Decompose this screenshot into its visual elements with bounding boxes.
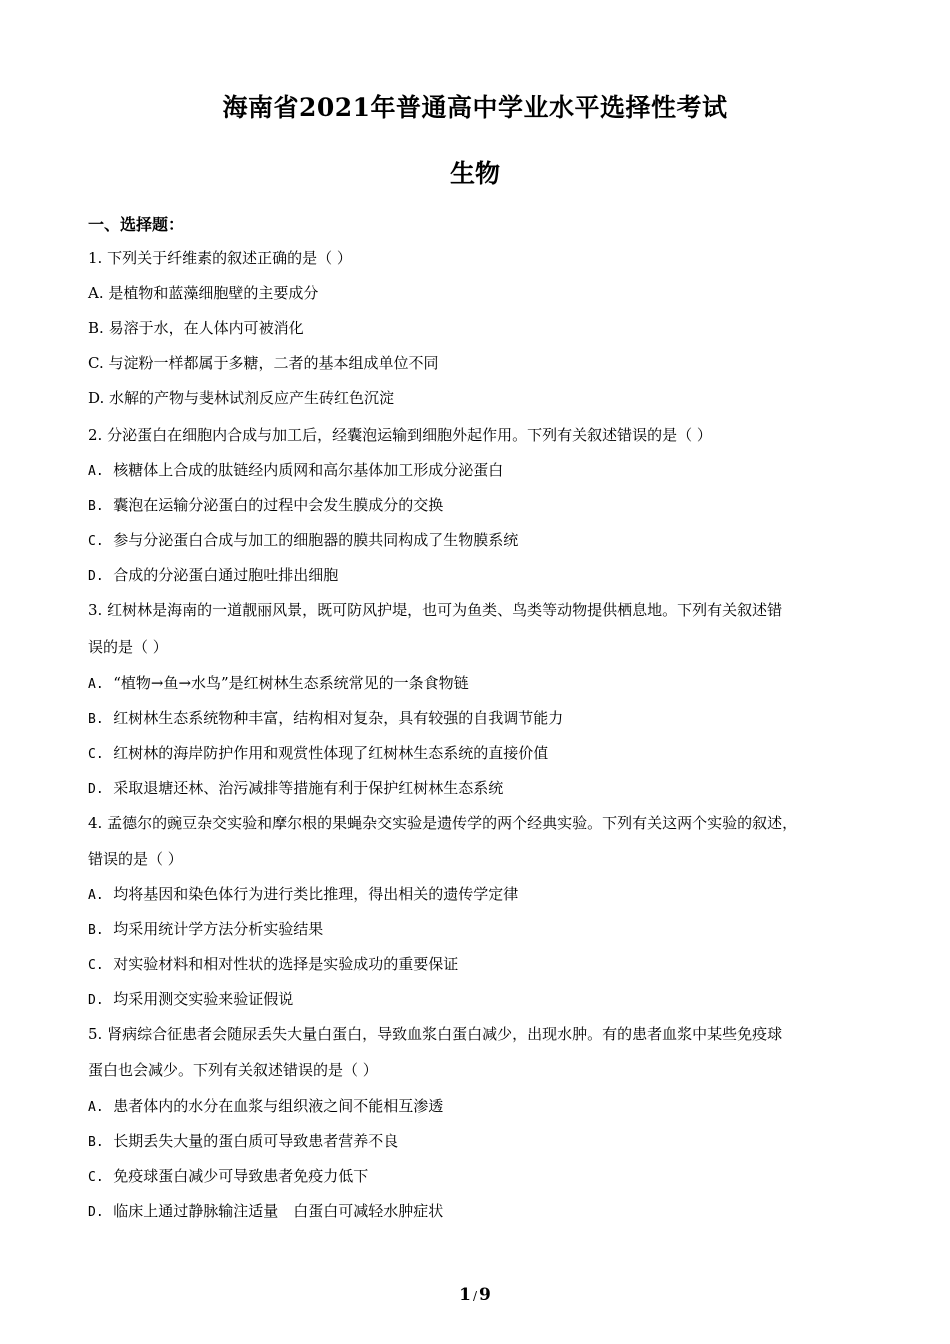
question-1-option-a: A. 是植物和蓝藻细胞壁的主要成分: [88, 284, 319, 302]
question-3-option-a: A. “植物→鱼→水鸟”是红树林生态系统常见的一条食物链: [88, 674, 469, 692]
question-5-option-d: D. 临床上通过静脉输注适量 白蛋白可减轻水肿症状: [88, 1202, 444, 1220]
question-4-option-b: B. 均采用统计学方法分析实验结果: [88, 920, 324, 938]
question-1-option-d: D. 水解的产物与斐林试剂反应产生砖红色沉淀: [88, 389, 395, 407]
question-2-option-c: C. 参与分泌蛋白合成与加工的细胞器的膜共同构成了生物膜系统: [88, 531, 519, 549]
question-3-stem-line-2: 误的是（ ）: [88, 638, 168, 656]
question-2-option-b: B. 囊泡在运输分泌蛋白的过程中会发生膜成分的交换: [88, 496, 444, 514]
question-4-stem-line-1: 4. 孟德尔的豌豆杂交实验和摩尔根的果蝇杂交实验是遗传学的两个经典实验。下列有关这两个实验的叙述，: [88, 814, 798, 832]
question-4-option-c: C. 对实验材料和相对性状的选择是实验成功的重要保证: [88, 955, 459, 973]
question-5-option-c: C. 免疫球蛋白减少可导致患者免疫力低下: [88, 1167, 369, 1185]
question-2-option-d: D. 合成的分泌蛋白通过胞吐排出细胞: [88, 566, 339, 584]
question-4-stem-line-2: 错误的是（ ）: [88, 850, 183, 868]
question-1-option-b: B. 易溶于水，在人体内可被消化: [88, 319, 304, 337]
total-pages: 9: [479, 1285, 491, 1305]
document-title: 海南省2021年普通高中学业水平选择性考试: [222, 93, 728, 122]
question-1-option-c: C. 与淀粉一样都属于多糖，二者的基本组成单位不同: [88, 354, 439, 372]
question-5-option-a: A. 患者体内的水分在血浆与组织液之间不能相互渗透: [88, 1097, 444, 1115]
question-4-option-d: D. 均采用测交实验来验证假说: [88, 990, 294, 1008]
question-1-stem: 1. 下列关于纤维素的叙述正确的是（ ）: [88, 249, 352, 267]
subject-title: 生物: [449, 159, 500, 188]
section-heading: 一、选择题：: [88, 215, 185, 234]
question-2-option-a: A. 核糖体上合成的肽链经内质网和高尔基体加工形成分泌蛋白: [88, 461, 504, 479]
page-separator: /: [472, 1289, 478, 1303]
question-3-option-b: B. 红树林生态系统物种丰富，结构相对复杂，具有较强的自我调节能力: [88, 709, 564, 727]
question-4-option-a: A. 均将基因和染色体行为进行类比推理，得出相关的遗传学定律: [88, 885, 519, 903]
page-indicator: [0, 1285, 950, 1305]
current-page: 1: [459, 1285, 471, 1305]
question-3-stem-line-1: 3. 红树林是海南的一道靓丽风景，既可防风护堤，也可为鱼类、鸟类等动物提供栖息地。下列有关叙述错: [88, 601, 783, 619]
question-3-option-d: D. 采取退塘还林、治污减排等措施有利于保护红树林生态系统: [88, 779, 504, 797]
question-5-stem-line-2: 蛋白也会减少。下列有关叙述错误的是（ ）: [88, 1061, 378, 1079]
question-5-option-b: B. 长期丢失大量的蛋白质可导致患者营养不良: [88, 1132, 399, 1150]
question-3-option-c: C. 红树林的海岸防护作用和观赏性体现了红树林生态系统的直接价值: [88, 744, 549, 762]
question-2-stem: 2. 分泌蛋白在细胞内合成与加工后，经囊泡运输到细胞外起作用。下列有关叙述错误的是（ ）: [88, 426, 712, 444]
question-5-stem-line-1: 5. 肾病综合征患者会随尿丢失大量白蛋白，导致血浆白蛋白减少，出现水肿。有的患者血浆中某些免疫球: [88, 1025, 783, 1043]
